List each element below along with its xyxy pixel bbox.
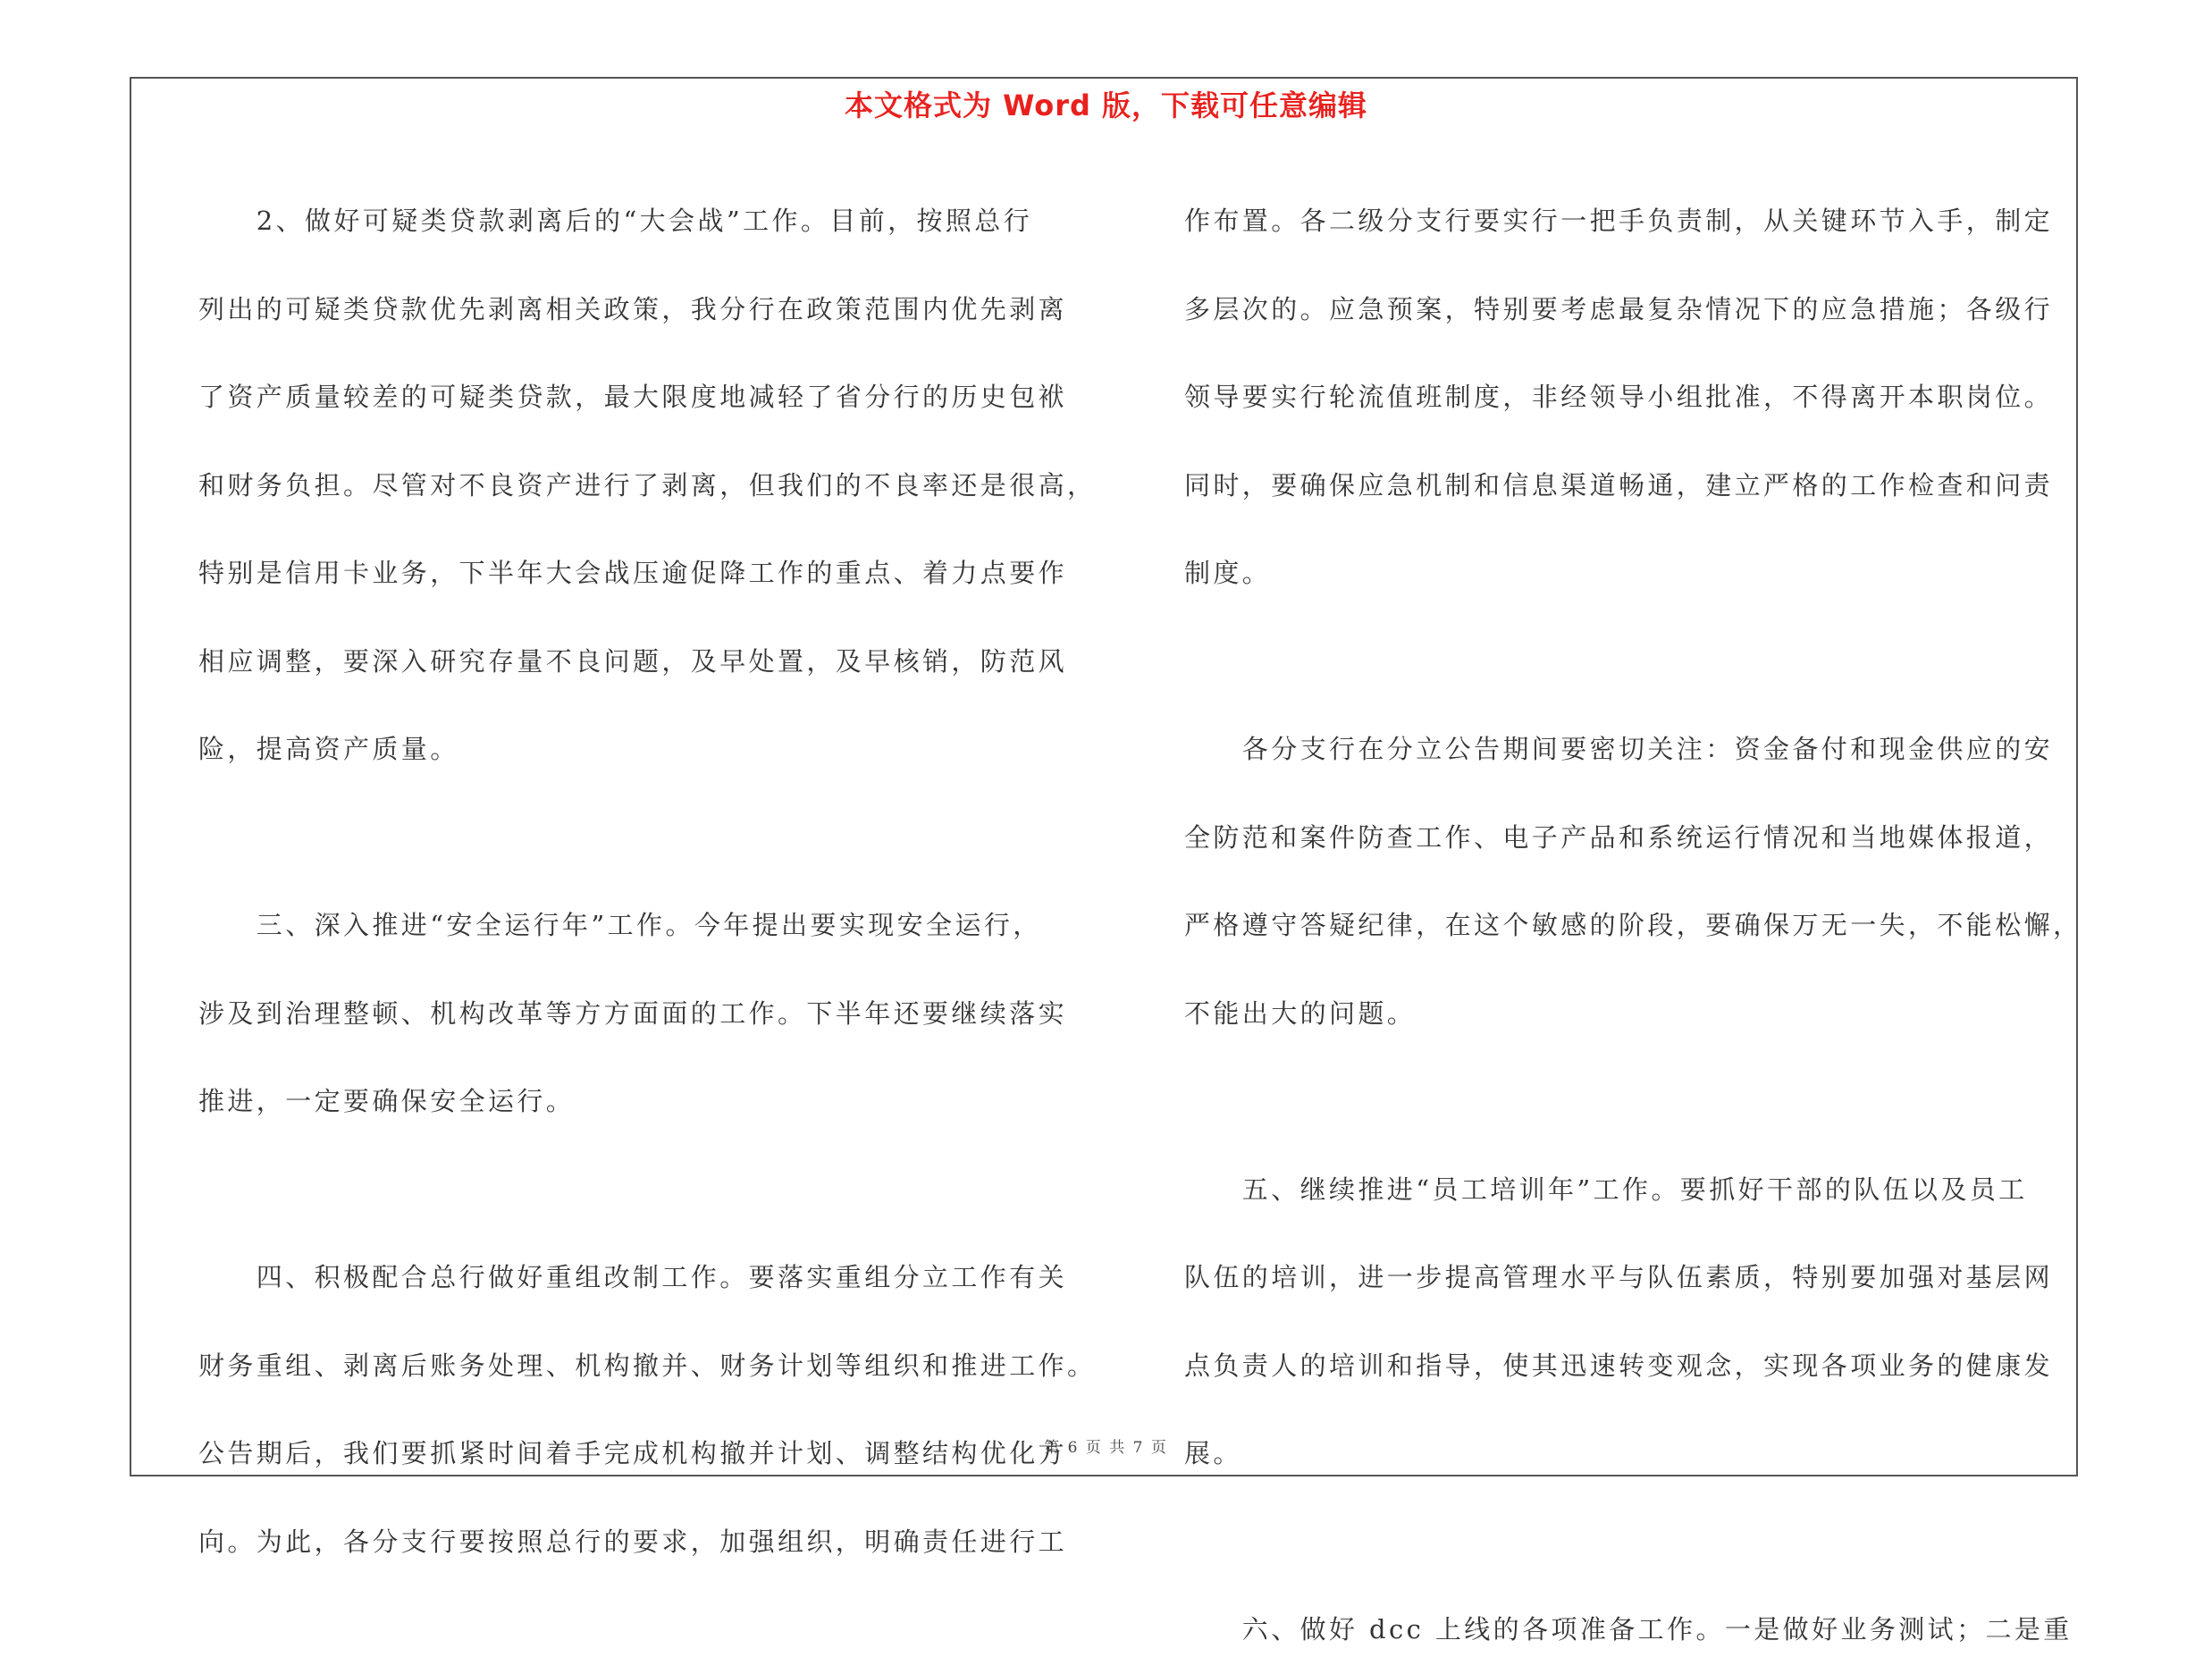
text-line: 向。为此，各分支行要按照总行的要求，加强组织，明确责任进行工: [198, 1526, 1068, 1557]
text-line: 队伍的培训，进一步提高管理水平与队伍素质，特别要加强对基层网: [1184, 1262, 2054, 1292]
text-line: 了资产质量较差的可疑类贷款，最大限度地减轻了省分行的历史包袱: [198, 382, 1068, 412]
text-line: 严格遵守答疑纪律，在这个敏感的阶段，要确保万无一失，不能松懈，: [1184, 910, 2082, 940]
text-line: 险，提高资产质量。: [198, 734, 459, 764]
text-line: 相应调整，要深入研究存量不良问题，及早处置，及早核销，防范风: [198, 645, 1068, 677]
text-line: 各分支行在分立公告期间要密切关注：资金备付和现金供应的安: [1184, 734, 2054, 764]
blank-line: [1184, 1057, 2071, 1146]
text-line: 点负责人的培训和指导，使其迅速转变观念，实现各项业务的健康发: [1184, 1350, 2054, 1381]
blank-line: [1184, 1498, 2071, 1586]
text-line: 制度。: [1184, 558, 1272, 588]
text-line: 列出的可疑类贷款优先剥离相关政策，我分行在政策范围内优先剥离: [198, 293, 1068, 324]
left-text-column: [198, 177, 1097, 1586]
text-line: 不能出大的问题。: [1184, 997, 1417, 1029]
blank-line: [198, 794, 1085, 882]
text-line: 六、做好 dcc 上线的各项准备工作。一是做好业务测试；二是重: [1184, 1614, 2073, 1645]
text-line: 五、继续推进“员工培训年”工作。要抓好干部的队伍以及员工: [1184, 1173, 2028, 1205]
text-line: 作布置。各二级分支行要实行一把手负责制，从关键环节入手，制定: [1184, 206, 2054, 236]
blank-line: [1184, 618, 2071, 706]
text-line: 展。: [1184, 1438, 1242, 1468]
text-line: 特别是信用卡业务，下半年大会战压逾促降工作的重点、着力点要作: [198, 558, 1068, 588]
text-line: 四、积极配合总行做好重组改制工作。要落实重组分立工作有关: [198, 1262, 1068, 1292]
text-line: 财务重组、剥离后账务处理、机构撤并、财务计划等组织和推进工作。: [198, 1350, 1097, 1381]
text-line: 公告期后，我们要抓紧时间着手完成机构撤并计划、调整结构优化方: [198, 1438, 1068, 1468]
text-line: 和财务负担。尽管对不良资产进行了剥离，但我们的不良率还是很高，: [198, 469, 1097, 501]
text-line: 2、做好可疑类贷款剥离后的“大会战”工作。目前，按照总行: [198, 206, 1033, 236]
page-number: 第 6 页 共 7 页: [1044, 1439, 1168, 1457]
text-line: 全防范和案件防查工作、电子产品和系统运行情况和当地媒体报道，: [1184, 821, 2054, 853]
header-banner: 本文格式为 Word 版，下载可任意编辑: [844, 88, 1368, 122]
blank-line: [198, 1146, 1085, 1234]
text-line: 领导要实行轮流值班制度，非经领导小组批准，不得离开本职岗位。: [1184, 382, 2054, 412]
text-line: 涉及到治理整顿、机构改革等方方面面的工作。下半年还要继续落实: [198, 997, 1068, 1029]
text-line: 三、深入推进“安全运行年”工作。今年提出要实现安全运行，: [198, 910, 1042, 940]
text-line: 推进，一定要确保安全运行。: [198, 1086, 576, 1116]
text-line: 同时，要确保应急机制和信息渠道畅通，建立严格的工作检查和问责: [1184, 469, 2054, 501]
text-line: 多层次的。应急预案，特别要考虑最复杂情况下的应急措施；各级行: [1184, 293, 2054, 324]
